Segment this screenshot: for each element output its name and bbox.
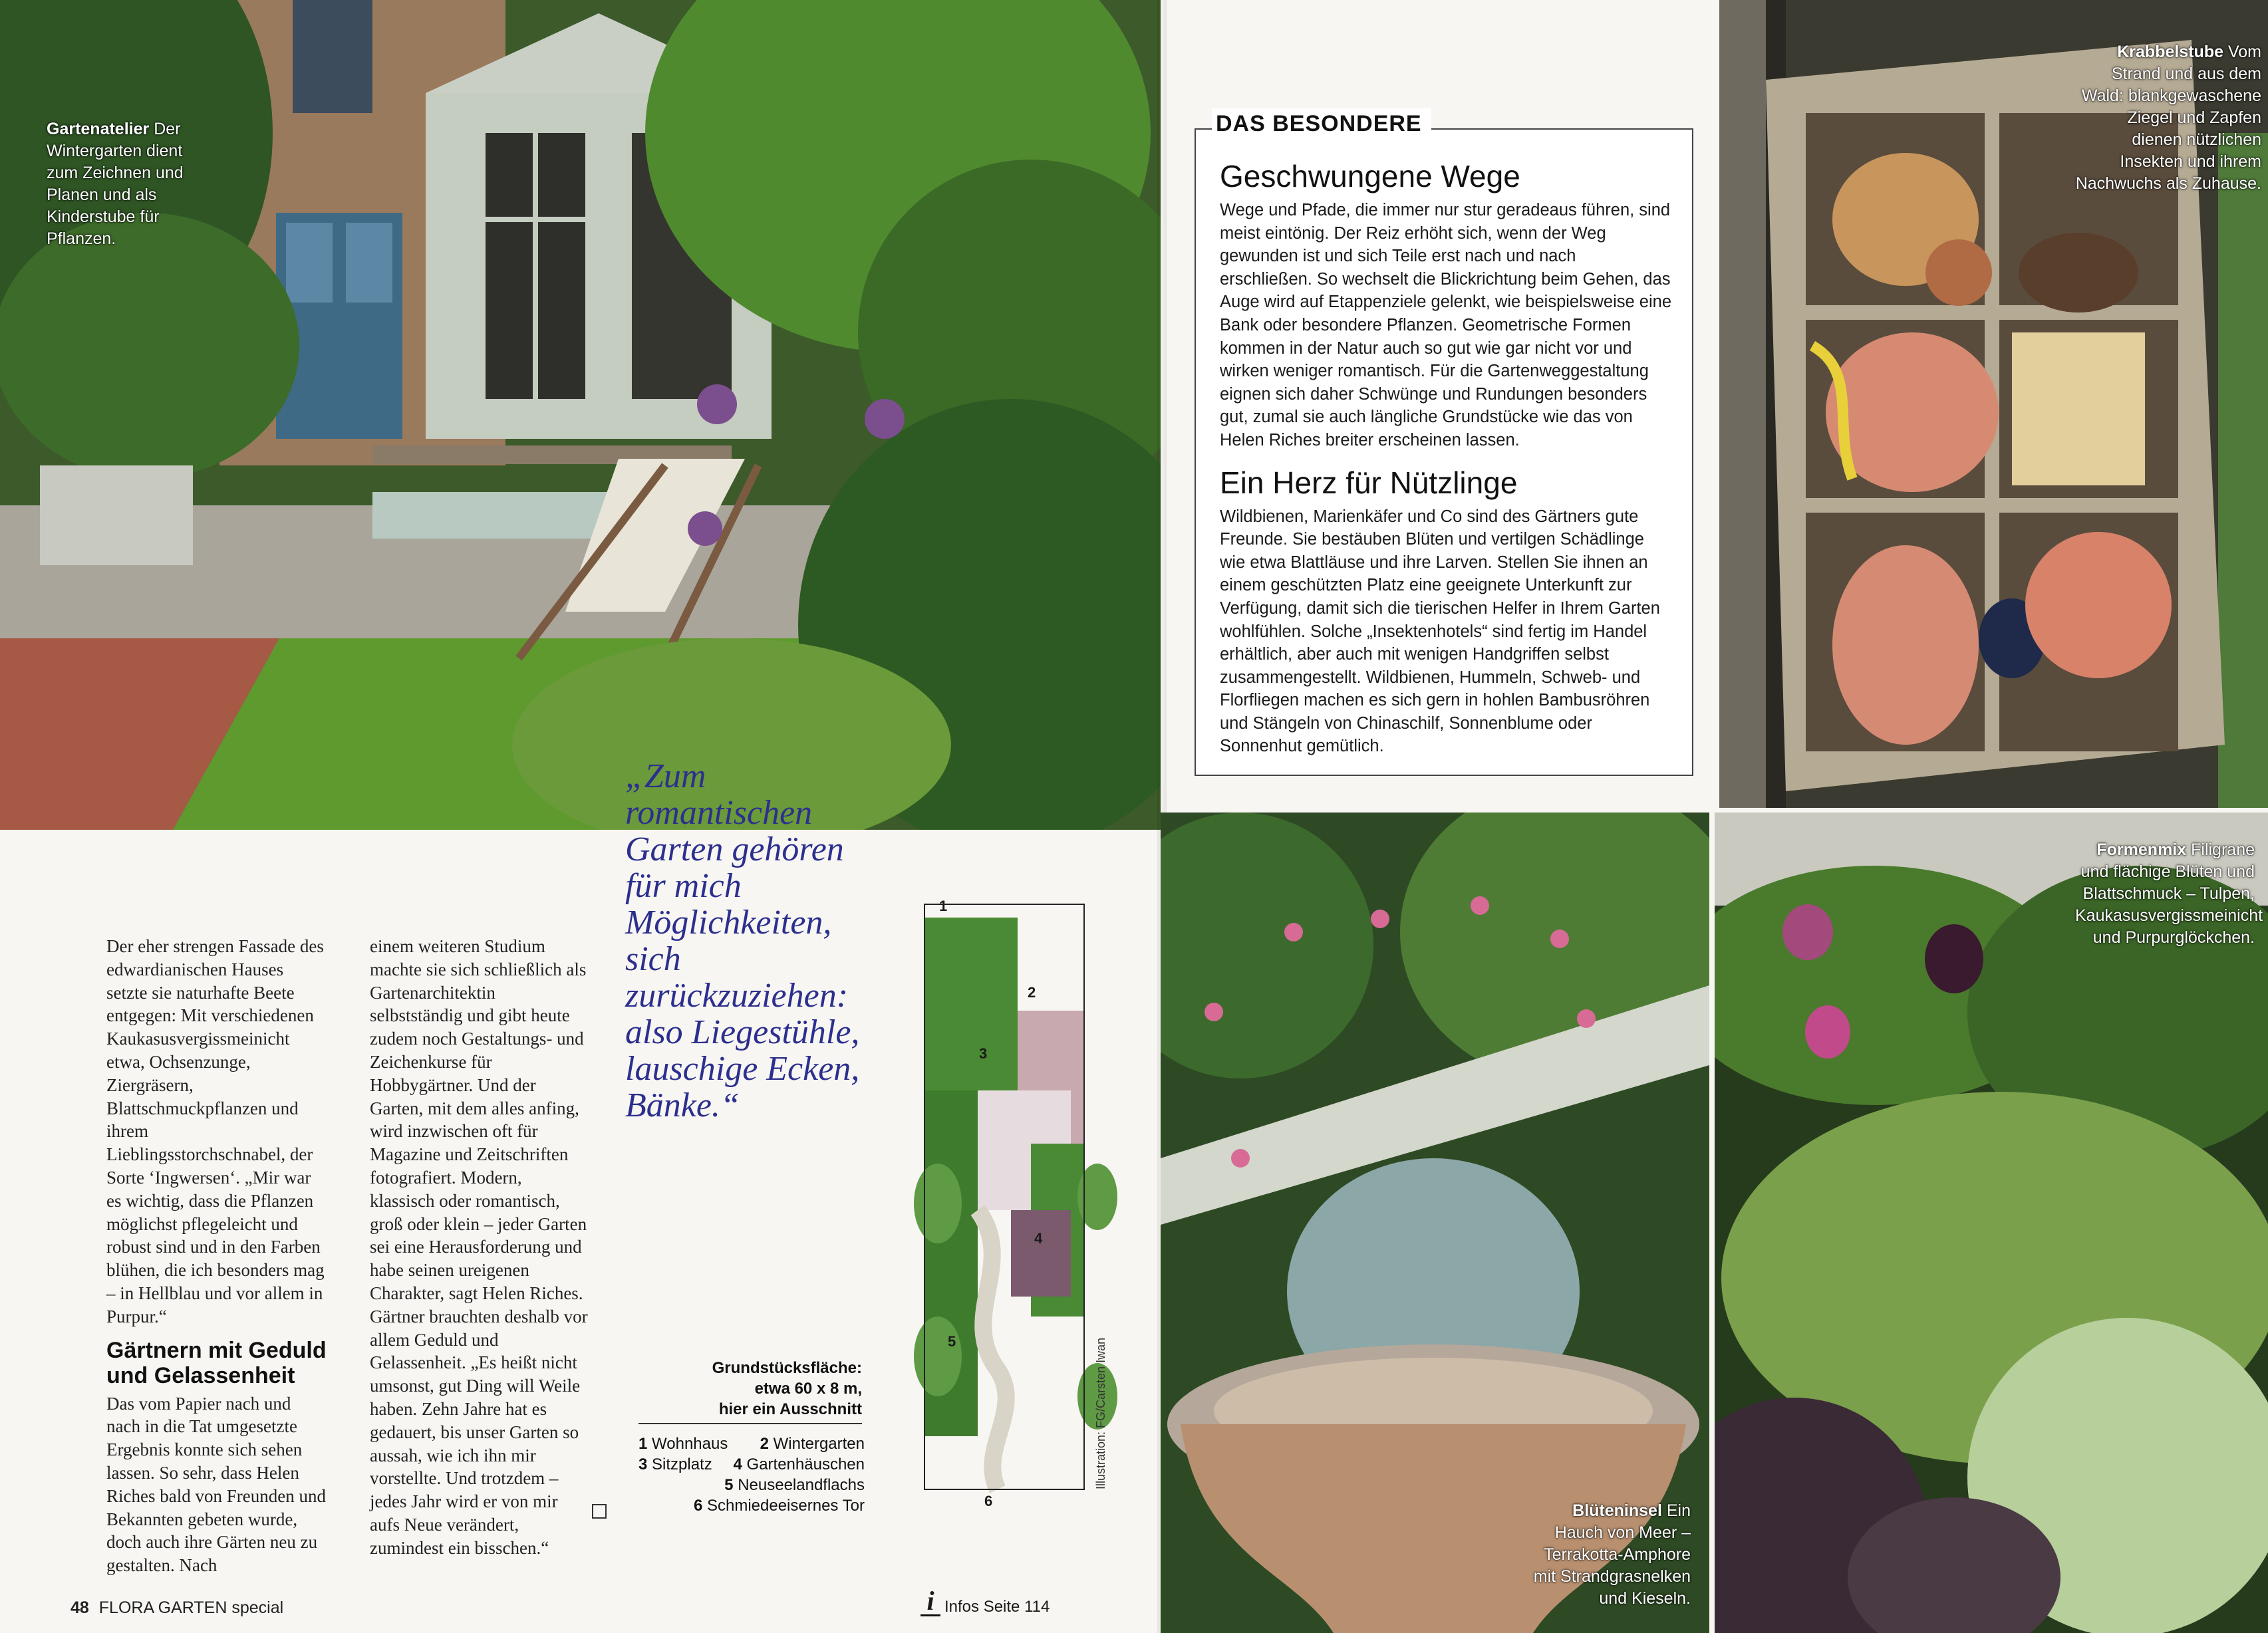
article-column-1	[106, 935, 329, 1577]
plan-number: 4	[1034, 1230, 1043, 1247]
end-mark	[592, 1504, 607, 1519]
info-reference	[921, 1588, 1050, 1616]
plan-number: 5	[948, 1333, 956, 1350]
caption-gartenatelier	[47, 118, 200, 250]
sidebar-heading: Geschwungene Wege	[1220, 159, 1520, 193]
page-folio	[71, 1598, 283, 1618]
legend-divider	[638, 1423, 862, 1424]
paragraph: Das vom Papier nach und nach in die Tat umgesetzte Ergebnis konnte sich sehen lassen. So sehr, dass Helen Riches bald von Freunden und Bekannten gebeten wurde, doch auch ihre Gärten neu zu gestalten. Nach	[106, 1393, 326, 1576]
garden-plan	[898, 891, 1124, 1523]
illustration-credit: Illustration: FG/Carsten Iwan	[1094, 1337, 1107, 1489]
plan-area-note: hier ein Ausschnitt	[718, 1400, 862, 1418]
plan-number: 6	[984, 1493, 993, 1509]
sidebar-paragraph: Wege und Pfade, die immer nur stur geradeaus führen, sind meist eintönig. Der Reiz erhöht sich, wenn der Weg gewunden ist und sich Teile erst nach und nach erschließen. So wechselt die Blickrichtung beim Gehen, das Auge wird auf Etappenziele gelenkt, wie beispielsweise eine Bank oder besondere Pflanzen. Geometrische Formen kommen in der Natur auch so gut wie gar nicht vor und wirken weniger romantisch. Für die Gartenweggestaltung eignen sich daher Schwünge und Rundungen besonders gut, zumal sie auch längliche Grundstücke wie das von Helen Riches breiter erscheinen lassen.	[1220, 201, 1671, 449]
legend-item: 4 Gartenhäuschen	[733, 1455, 865, 1473]
caption-blueteninsel	[1530, 1500, 1691, 1610]
sidebar-heading: Ein Herz für Nützlinge	[1220, 465, 1518, 500]
info-icon: i	[921, 1588, 940, 1616]
caption-title: Blüteninsel	[1572, 1501, 1662, 1520]
plan-area-value: etwa 60 x 8 m,	[754, 1380, 862, 1398]
caption-text: Filigrane und flächige Blüten und Blattschmuck – Tulpen, Kaukasusvergissmeinicht und Purpurglöckchen.	[2075, 840, 2263, 947]
info-text: Infos Seite 114	[944, 1598, 1050, 1616]
legend-item: 2 Wintergarten	[760, 1435, 865, 1453]
plan-legend	[638, 1434, 865, 1516]
caption-title: Gartenatelier	[47, 120, 150, 138]
caption-text: Vom Strand und aus dem Wald: blankgewaschene Ziegel und Zapfen dienen nützlichen Insekten und ihrem Nachwuchs als Zuhause.	[2075, 43, 2261, 193]
caption-title: Formenmix	[2096, 840, 2187, 859]
magazine-edition: special	[231, 1598, 284, 1617]
legend-item: 1 Wohnhaus	[638, 1435, 728, 1453]
plan-number: 2	[1028, 984, 1036, 1001]
caption-text: Ein Hauch von Meer – Terrakotta-Amphore mit Strandgrasnelken und Kieseln.	[1533, 1501, 1691, 1608]
caption-formenmix	[2075, 839, 2263, 949]
pull-quote: „Zum romantischen Garten gehören für mich Möglichkeiten, sich zurückzuziehen: also Liegestühle, lauschige Ecken, Bänke.“	[625, 757, 860, 1124]
plan-area-label: Grundstücksfläche:	[712, 1359, 862, 1377]
plan-number: 1	[939, 898, 948, 914]
sidebar-box	[1195, 128, 1693, 776]
caption-krabbelstube	[2075, 41, 2261, 195]
sidebar-kicker: DAS BESONDERE	[1212, 108, 1431, 140]
paragraph: einem weiteren Studium machte sie sich schließlich als Gartenarchitektin selbstständig und gibt heute zudem noch Gestaltungs- und Zeichenkurse für Hobbygärtner. Und der Garten, mit dem alles anfing, wird inzwischen oft für Magazine und Zeitschriften fotografiert. Modern, klassisch oder romantisch, groß oder klein – jeder Garten sei eine Herausforderung und habe seinen ureigenen Charakter, sagt Helen Riches. Gärtner brauchten deshalb vor allem Geduld und Gelassenheit. „Es heißt nicht umsonst, gut Ding will Weile haben. Zehn Jahre hat es gedauert, bis unser Garten so aussah, wie ich ihn mir vorstellte. Und trotzdem – jedes Jahr wird er von mir aufs Neue verändert, zumindest ein bisschen.“	[370, 936, 588, 1558]
plan-area	[672, 1358, 862, 1420]
legend-item: 5 Neuseelandflachs	[724, 1476, 865, 1494]
page-number: 48	[71, 1598, 89, 1617]
article-column-2	[370, 935, 589, 1560]
caption-title: Krabbelstube	[2117, 43, 2224, 61]
sidebar-paragraph: Wildbienen, Marienkäfer und Co sind des Gärtners gute Freunde. Sie bestäuben Blüten und vertilgen Schädlinge wie etwa Blattläuse und ihre Larven. Stellen Sie ihnen an einem geschützten Platz eine geeignete Unterkunft zur Verfügung, damit sich die tierischen Helfer in Ihrem Garten wohlfühlen. Solche „Insektenhotels“ sind fertig im Handel erhältlich, aber auch mit wenigen Handgriffen selbst zusammengestellt. Wildbienen, Hummeln, Schweb- und Florfliegen machen es sich gern in hohlen Bambusröhren und Stängeln von Chinaschilf, Sonnenblume oder Sonnenhut gemütlich.	[1220, 507, 1660, 756]
legend-item: 3 Sitzplatz	[638, 1455, 712, 1473]
legend-item: 6 Schmiedeeisernes Tor	[693, 1497, 865, 1515]
caption-text: Der Wintergarten dient zum Zeichnen und Planen und als Kinderstube für Pflanzen.	[47, 120, 184, 248]
paragraph: Der eher strengen Fassade des edwardianischen Hauses setzte sie naturhafte Beete entgegen: Mit verschiedenen Kaukasusvergissmeinicht etwa, Ochsenzunge, Ziergräsern, Blattschmuckpflanzen und ihrem Lieblingsstorchschnabel, der Sorte ‘Ingwersen‘. „Mir war es wichtig, dass die Pflanzen möglichst pflegeleicht und robust sind und in den Farben blühen, die ich besonders mag – in Hellblau und vor allem in Purpur.“	[106, 936, 325, 1326]
article-subhead: Gärtnern mit Geduld und Gelassenheit	[106, 1337, 327, 1388]
plan-number: 3	[979, 1045, 988, 1062]
magazine-name: FLORA GARTEN	[98, 1598, 227, 1617]
